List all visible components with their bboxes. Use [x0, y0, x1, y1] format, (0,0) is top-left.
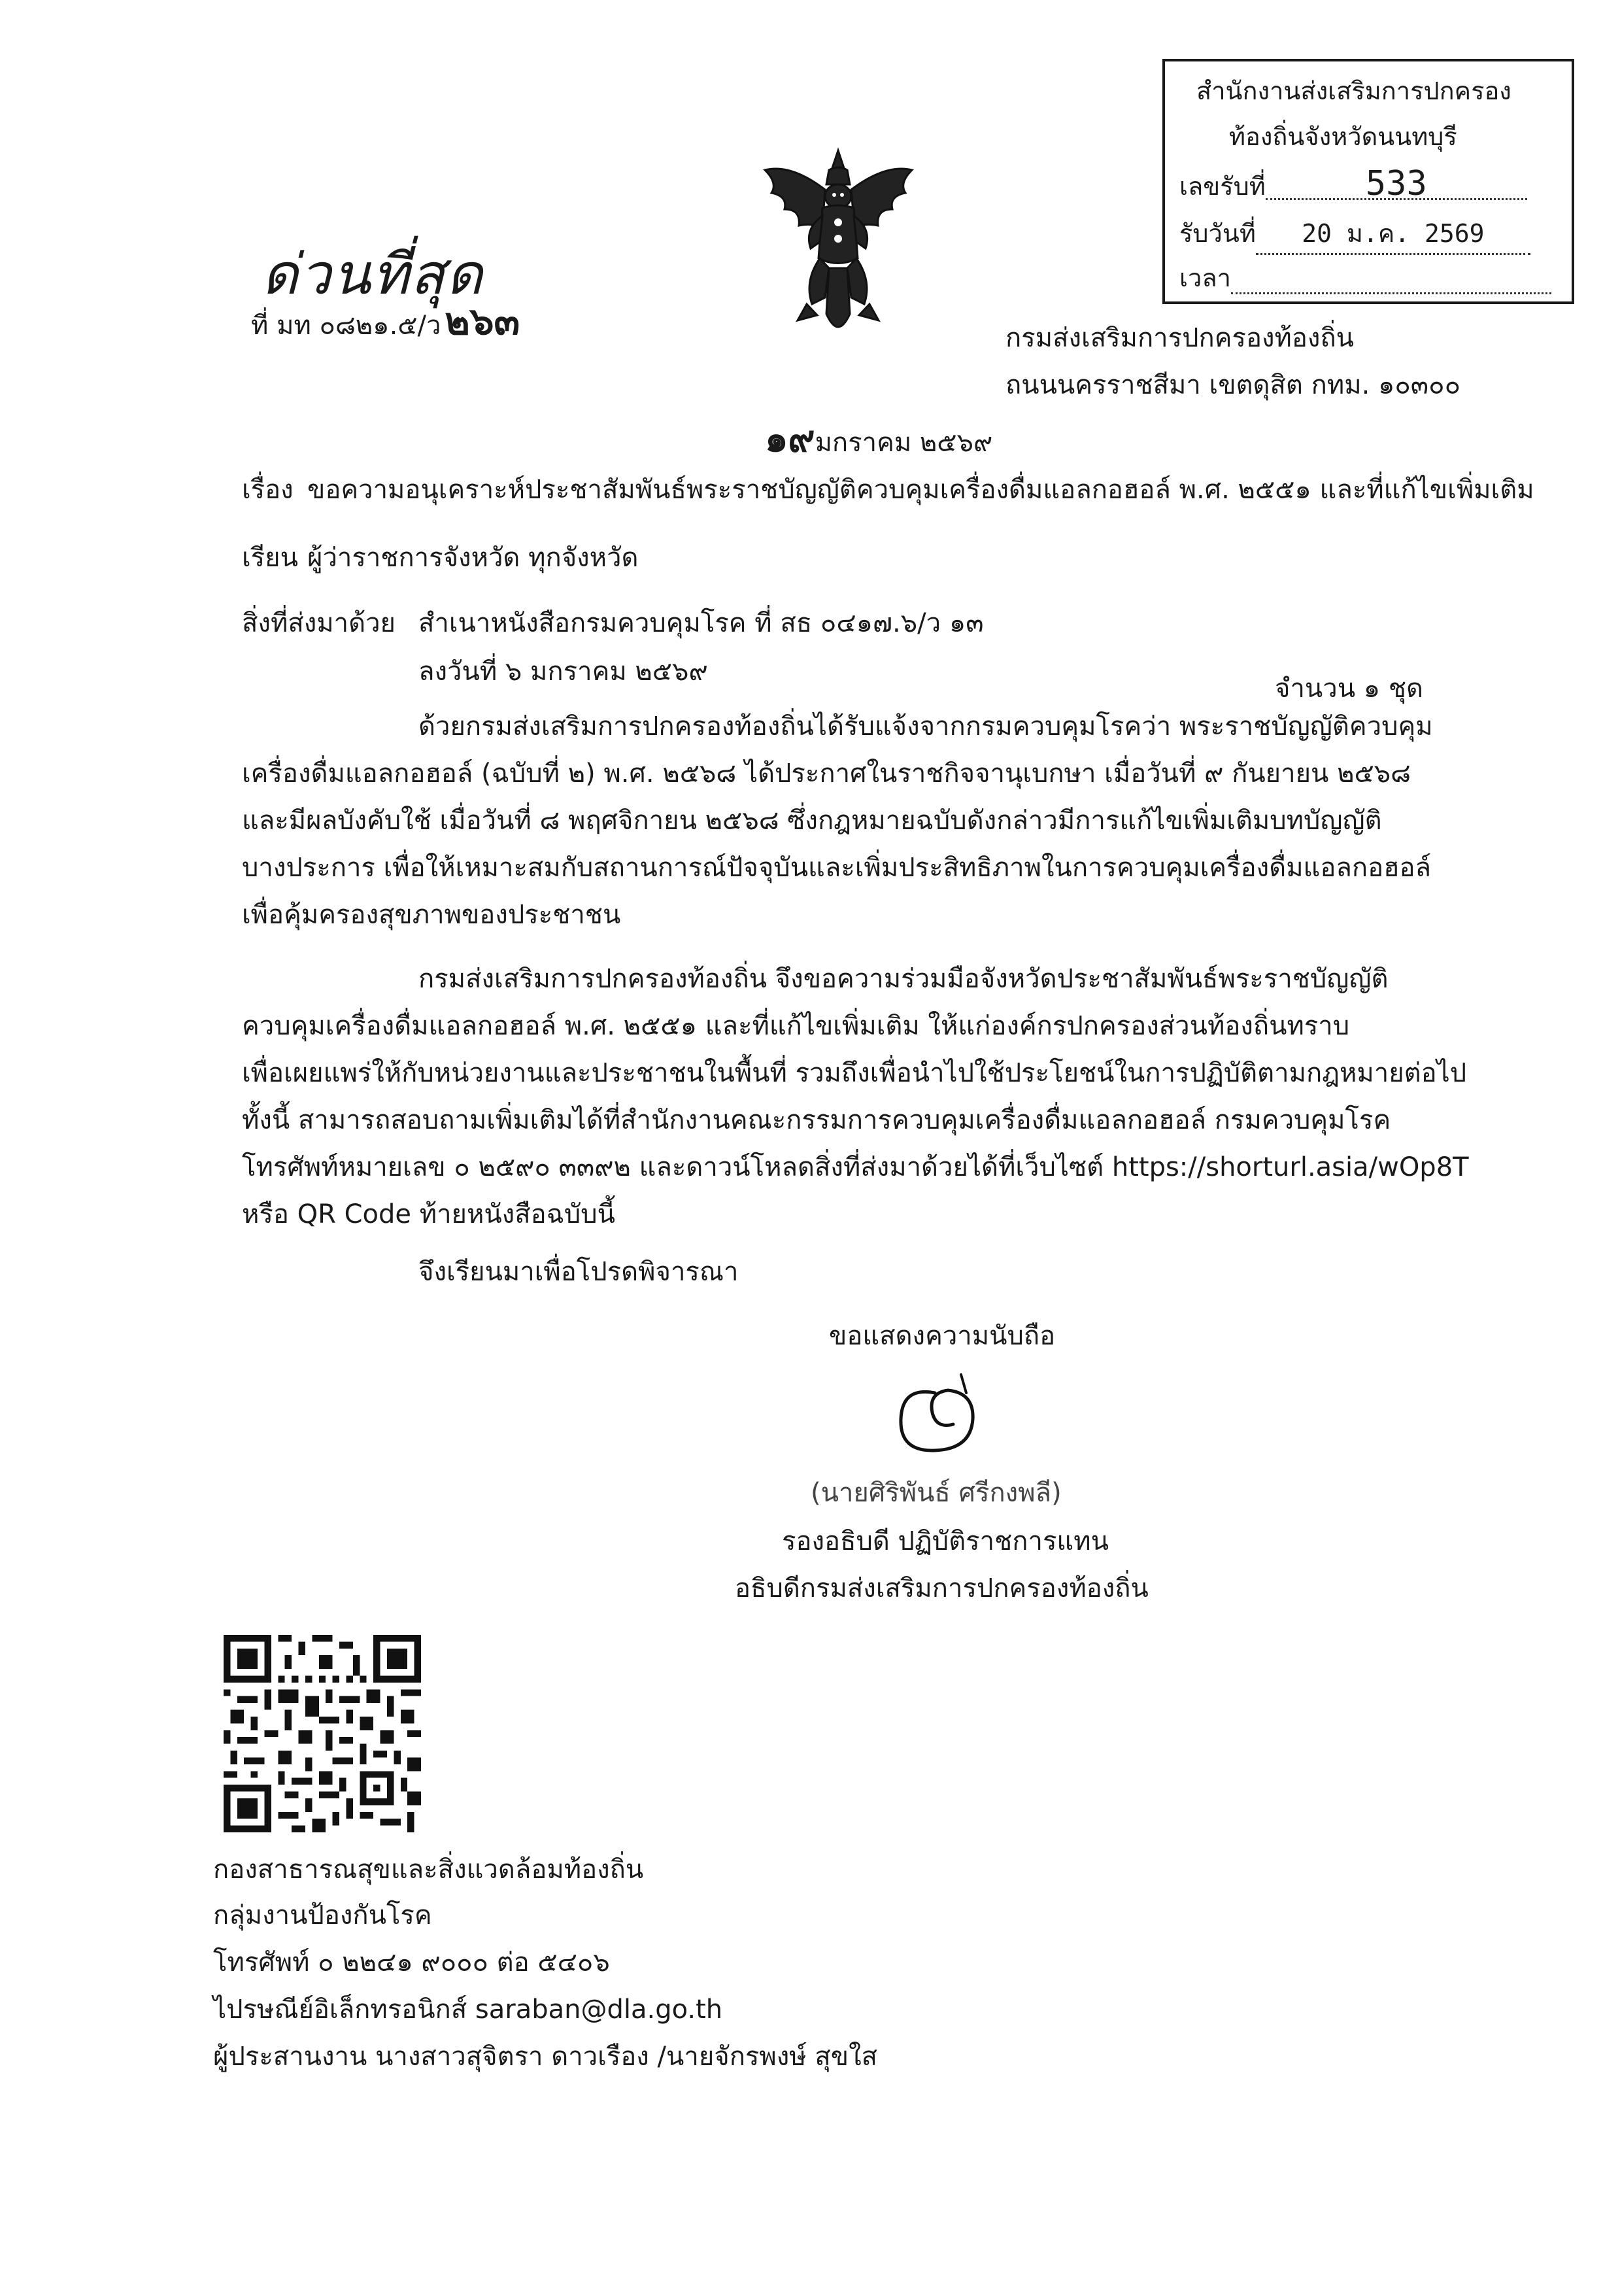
body-p2-line: กรมส่งเสริมการปกครองท้องถิ่น จึงขอความร่วมมือจังหวัดประชาสัมพันธ์พระราชบัญญัติ	[418, 964, 1389, 994]
urgency-mark: ด่วนที่สุด	[262, 242, 484, 307]
garuda-emblem-icon	[752, 144, 925, 353]
signature-mark-icon	[889, 1367, 994, 1465]
enclosure-line2: ลงวันที่ ๖ มกราคม ๒๕๖๙	[418, 657, 708, 687]
enclosure-line1: สำเนาหนังสือกรมควบคุมโรค ที่ สธ ๐๔๑๗.๖/ว ๑๓	[418, 608, 984, 638]
org-name: กรมส่งเสริมการปกครองท้องถิ่น	[1005, 323, 1355, 353]
signatory-position-line2: อธิบดีกรมส่งเสริมการปกครองท้องถิ่น	[735, 1573, 1149, 1603]
subject-label: เรื่อง	[242, 475, 294, 505]
subject-text: ขอความอนุเคราะห์ประชาสัมพันธ์พระราชบัญญัติควบคุมเครื่องดื่มแอลกอฮอล์ พ.ศ. ๒๕๕๑ และที่แก้ไขเพิ่มเติม	[307, 475, 1534, 505]
body-p2-line: เพื่อเผยแพร่ให้กับหน่วยงานและประชาชนในพื้นที่ รวมถึงเพื่อนำไปใช้ประโยชน์ในการปฏิบัติตามกฎหมายต่อไป	[242, 1058, 1467, 1088]
stamp-office-line2: ท้องถิ่นจังหวัดนนทบุรี	[1229, 122, 1457, 151]
enclosure-label: สิ่งที่ส่งมาด้วย	[242, 608, 396, 638]
regards-text: ขอแสดงความนับถือ	[829, 1321, 1056, 1351]
document-number-handwritten: ๒๖๓	[445, 299, 520, 343]
stamp-receive-no	[1179, 166, 1527, 206]
body-p2-line: โทรศัพท์หมายเลข ๐ ๒๕๙๐ ๓๓๙๒ และดาวน์โหลดสิ่งที่ส่งมาด้วยได้ที่เว็บไซต์ https://shorturl.asia/wOp8T	[242, 1152, 1469, 1182]
recipient-label: เรียน	[242, 543, 298, 573]
body-p2-line: ทั้งนี้ สามารถสอบถามเพิ่มเติมได้ที่สำนักงานคณะกรรมการควบคุมเครื่องดื่มแอลกอฮอล์ กรมควบคุมโรค	[242, 1105, 1391, 1135]
body-p1-line: เครื่องดื่มแอลกอฮอล์ (ฉบับที่ ๒) พ.ศ. ๒๕๖๘ ได้ประกาศในราชกิจจานุเบกษา เมื่อวันที่ ๙ กันยายน ๒๕๖๘	[242, 759, 1411, 789]
signatory-position-line1: รองอธิบดี ปฏิบัติราชการแทน	[782, 1526, 1109, 1556]
body-p1-line: ด้วยกรมส่งเสริมการปกครองท้องถิ่นได้รับแจ้งจากกรมควบคุมโรคว่า พระราชบัญญัติควบคุม	[418, 711, 1433, 742]
body-p2-line: ควบคุมเครื่องดื่มแอลกอฮอล์ พ.ศ. ๒๕๕๑ และที่แก้ไขเพิ่มเติม ให้แก่องค์กรปกครองส่วนท้องถิ่นทราบ	[242, 1011, 1350, 1041]
document-number	[251, 300, 520, 343]
qr-code-icon	[224, 1635, 421, 1832]
stamp-time-label: เวลา	[1179, 264, 1231, 292]
body-p1-line: และมีผลบังคับใช้ เมื่อวันที่ ๘ พฤศจิกายน ๒๕๖๘ ซึ่งกฎหมายฉบับดังกล่าวมีการแก้ไขเพิ่มเติมบทบัญญัติ	[242, 806, 1382, 836]
body-p1-line: บางประการ เพื่อให้เหมาะสมกับสถานการณ์ปัจจุบันและเพิ่มประสิทธิภาพในการควบคุมเครื่องดื่มแอลกอฮอล์	[242, 853, 1432, 883]
stamp-receive-date-label: รับวันที่	[1179, 219, 1256, 248]
footer-phone: โทรศัพท์ ๐ ๒๒๔๑ ๙๐๐๐ ต่อ ๕๔๐๖	[213, 1947, 610, 1978]
receipt-stamp	[1162, 59, 1574, 304]
org-address: ถนนนครราชสีมา เขตดุสิต กทม. ๑๐๓๐๐	[1005, 370, 1460, 400]
stamp-receive-date-value: 20 ม.ค. 2569	[1256, 213, 1530, 255]
document-date	[765, 419, 992, 460]
stamp-time	[1179, 258, 1551, 298]
stamp-receive-no-label: เลขรับที่	[1179, 172, 1266, 201]
closing-line: จึงเรียนมาเพื่อโปรดพิจารณา	[418, 1257, 739, 1287]
footer-email: ไปรษณีย์อิเล็กทรอนิกส์ saraban@dla.go.th	[213, 1995, 723, 2025]
date-day-handwritten: ๑๙	[765, 418, 815, 460]
signatory-name: (นายศิริพันธ์ ศรีกงพลี)	[811, 1478, 1062, 1508]
stamp-office-line1: สำนักงานส่งเสริมการปกครอง	[1196, 77, 1511, 105]
footer-coordinator: ผู้ประสานงาน นางสาวสุจิตรา ดาวเรือง /นายจักรพงษ์ สุขใส	[213, 2042, 878, 2072]
footer-division: กองสาธารณสุขและสิ่งแวดล้อมท้องถิ่น	[213, 1855, 644, 1885]
stamp-receive-date	[1179, 213, 1530, 255]
body-p1-line: เพื่อคุ้มครองสุขภาพของประชาชน	[242, 900, 621, 930]
recipient-text: ผู้ว่าราชการจังหวัด ทุกจังหวัด	[307, 543, 639, 573]
qr-code	[224, 1635, 421, 1832]
body-p2-line: หรือ QR Code ท้ายหนังสือฉบับนี้	[242, 1199, 616, 1229]
footer-group: กลุ่มงานป้องกันโรค	[213, 1900, 432, 1930]
date-month-year: มกราคม ๒๕๖๙	[815, 428, 993, 458]
stamp-receive-no-value: 533	[1266, 169, 1527, 200]
enclosure-count: จำนวน ๑ ชุด	[1275, 674, 1423, 704]
document-number-prefix: ที่ มท ๐๘๒๑.๕/ว	[251, 311, 441, 341]
